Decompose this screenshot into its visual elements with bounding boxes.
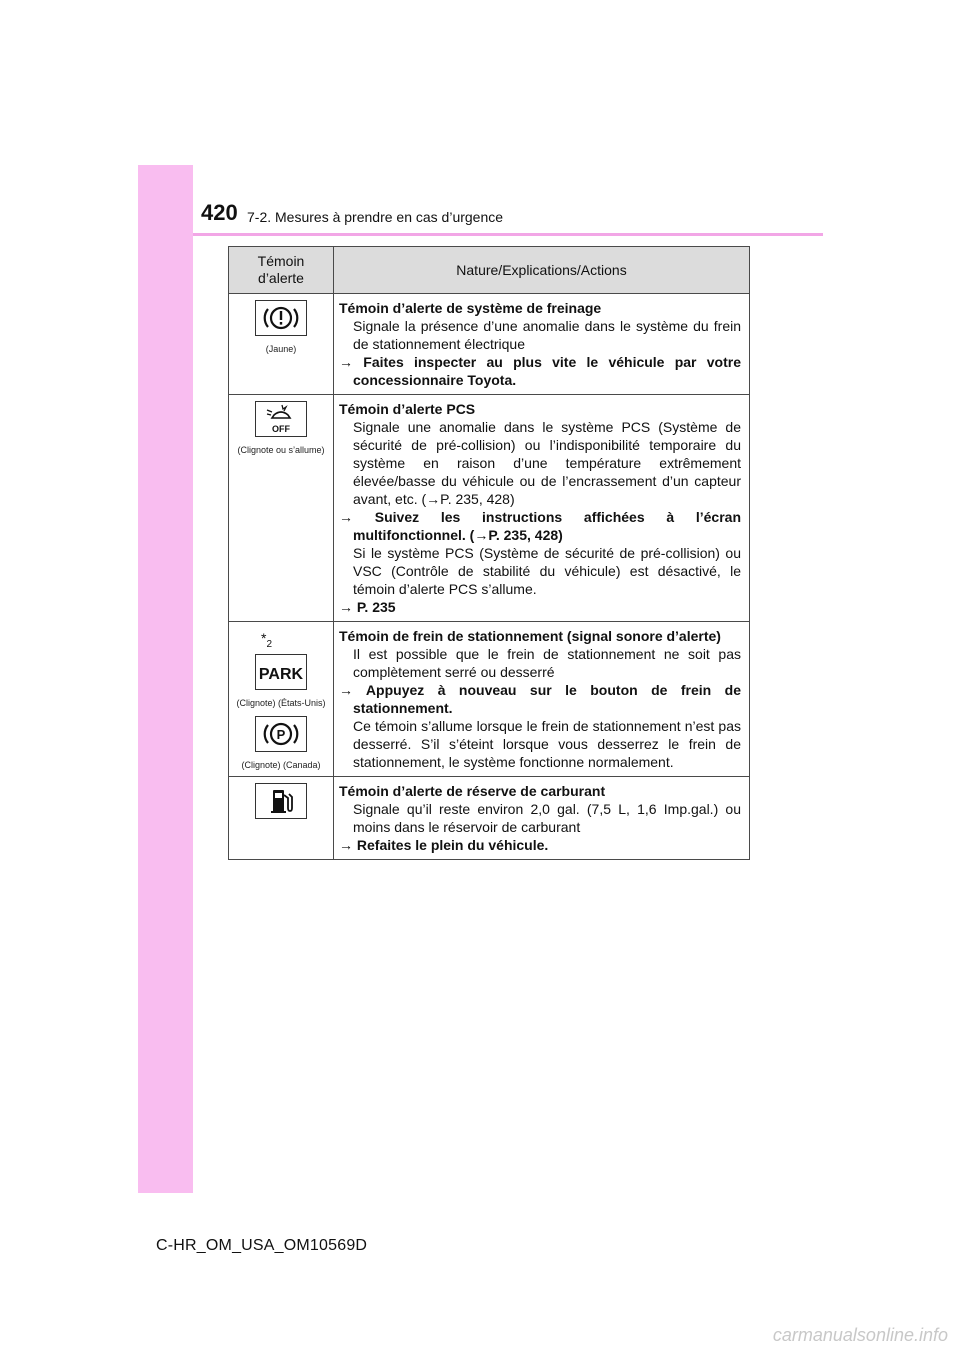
- row-action-text: Suivez les instructions affichées à l’écran multifonctionnel. (: [353, 509, 742, 543]
- asterisk-symbol: *: [261, 630, 267, 646]
- row-text: Signale la présence d’une anomalie dans le système du frein de stationnement électrique: [353, 318, 741, 352]
- p-label: P: [276, 726, 286, 742]
- pcs-off-label: OFF: [272, 424, 290, 434]
- arrow-icon: →: [339, 682, 353, 698]
- col-header-warning-light-text: Témoin d’alerte: [257, 253, 305, 286]
- icon-cell: [229, 395, 334, 622]
- document-code: C-HR_OM_USA_OM10569D: [156, 1237, 368, 1254]
- arrow-icon: →: [474, 527, 489, 543]
- row-text: Il est possible que le frein de stationnement ne soit pas complètement serré ou desserré: [353, 646, 741, 680]
- row-action: [339, 508, 741, 544]
- row-text: Signale qu’il reste environ 2,0 gal. (7,5 L, 1,6 Imp.gal.) ou moins dans le réservoir de carburant: [353, 801, 741, 835]
- description-cell: [334, 294, 750, 395]
- arrow-icon: →: [339, 354, 353, 370]
- warning-lights-table: [228, 246, 750, 860]
- col-header-details: Nature/Explications/Actions: [334, 247, 750, 294]
- row-action: [339, 681, 741, 717]
- row-title: Témoin de frein de stationnement (signal sonore d’alerte): [339, 628, 721, 644]
- col-header-warning-light: [229, 247, 334, 294]
- row-action: [339, 836, 741, 854]
- parking-p-warning-icon: [255, 716, 307, 752]
- row-action: [339, 353, 741, 389]
- section-title: 7-2. Mesures à prendre en cas d’urgence: [247, 209, 504, 225]
- row-action-text: Refaites le plein du véhicule.: [356, 837, 549, 853]
- header-rule: [193, 233, 823, 236]
- icon-cell: [229, 777, 334, 860]
- icon-caption: (Clignote) (États-Unis): [236, 697, 326, 708]
- row-action-ref: P. 235, 428): [488, 527, 563, 543]
- table-row: [229, 777, 750, 860]
- fuel-pump-icon: [255, 783, 307, 819]
- brake-system-warning-icon: [255, 300, 307, 336]
- asterisk-note: [231, 630, 331, 650]
- park-warning-icon: [255, 654, 307, 690]
- watermark: carmanualsonline.info: [772, 1325, 948, 1345]
- row-title: Témoin d’alerte PCS: [339, 401, 476, 417]
- table-row: [229, 622, 750, 777]
- icon-caption: (Jaune): [265, 344, 297, 354]
- arrow-icon: →: [339, 509, 353, 525]
- row-note: Si le système PCS (Système de sécurité de pré-collision) ou VSC (Contrôle de stabilité du véhicule) est désactivé, le témoin d’alerte PCS s’allume.: [353, 545, 741, 597]
- row-ref: [339, 598, 741, 616]
- table-row: [229, 294, 750, 395]
- icon-caption: (Clignote) (Canada): [241, 759, 321, 770]
- row-action-text: Faites inspecter au plus vite le véhicule par votre concessionnaire Toyota.: [353, 354, 742, 388]
- row-text-ref: P. 235, 428): [440, 491, 515, 507]
- side-band: [138, 165, 193, 1193]
- row-text-body: Signale une anomalie dans le système PCS (Système de sécurité de pré-collision) ou l’indisponibilité temporaire du système en raison d’une température extrêmement élevée/basse du véhicule ou de l’encrassement d’un capteur avant, etc. (: [353, 419, 741, 507]
- icon-cell: [229, 622, 334, 777]
- row-text: [339, 418, 741, 508]
- park-label: PARK: [258, 665, 304, 683]
- table-header-row: [229, 247, 750, 294]
- row-ref-text: P. 235: [356, 599, 396, 615]
- arrow-icon: →: [426, 491, 441, 507]
- icon-caption: (Clignote ou s’allume): [237, 445, 325, 455]
- table-row: [229, 395, 750, 622]
- row-title: Témoin d’alerte de réserve de carburant: [339, 783, 606, 799]
- arrow-icon: →: [339, 599, 353, 615]
- icon-cell: [229, 294, 334, 395]
- description-cell: [334, 777, 750, 860]
- arrow-icon: →: [339, 837, 353, 853]
- row-note: Ce témoin s’allume lorsque le frein de stationnement n’est pas desserré. S’il s’éteint lorsque vous desserrez le frein de stationnement, le système fonctionne normalement.: [353, 718, 741, 770]
- asterisk-number: 2: [266, 638, 273, 650]
- description-cell: [334, 395, 750, 622]
- description-cell: [334, 622, 750, 777]
- pcs-off-warning-icon: [255, 401, 307, 437]
- row-title: Témoin d’alerte de système de freinage: [339, 300, 602, 316]
- page-number: 420: [201, 200, 238, 225]
- row-action-text: Appuyez à nouveau sur le bouton de frein de stationnement.: [353, 682, 741, 716]
